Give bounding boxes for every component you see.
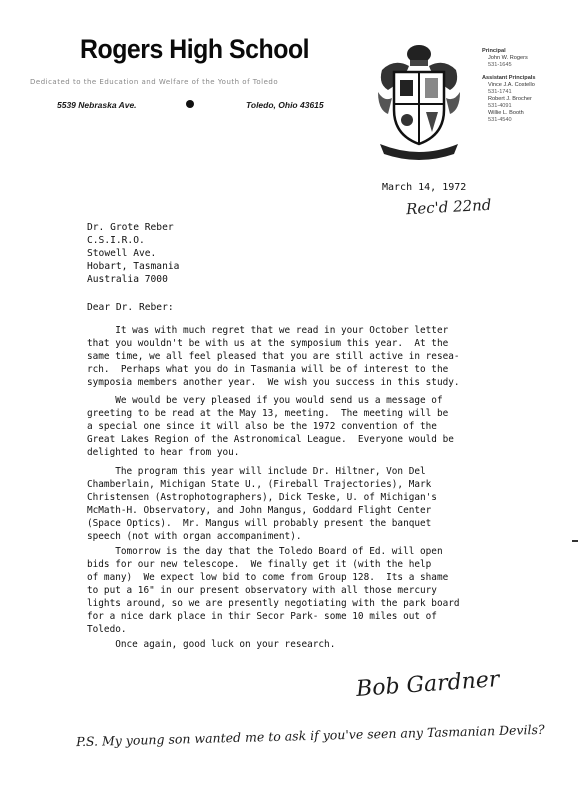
staff-role: Assistant Principals: [482, 75, 536, 81]
school-name: Rogers High School: [80, 34, 310, 64]
paragraph-line: lights around, so we are presently negotiating with the park board: [87, 598, 460, 609]
paragraph-line: Chamberlain, Michigan State U., (Fireball Trajectories), Mark: [87, 479, 432, 490]
paragraph-3: [87, 465, 537, 543]
paragraph-1: [87, 324, 537, 389]
margin-mark: [572, 540, 578, 542]
staff-role: Principal: [482, 48, 506, 54]
paragraph-line: that you wouldn't be with us at the symposium this year. At the: [87, 338, 449, 349]
letter-date: March 14, 1972: [382, 182, 467, 193]
staff-name: Robert J. Brocher: [488, 96, 532, 102]
paragraph-line: The program this year will include Dr. Hiltner, Von Del: [87, 466, 426, 477]
paragraph-4: [87, 545, 537, 636]
paragraph-line: greeting to be read at the May 13, meeting. The meeting will be: [87, 408, 449, 419]
paragraph-line: same time, we all feel pleased that you are still active in resea-: [87, 351, 460, 362]
staff-phone: 531-4091: [488, 103, 512, 109]
paragraph-2: [87, 394, 537, 459]
paragraph-line: Great Lakes Region of the Astronomical League. Everyone would be: [87, 434, 454, 445]
city-address: Toledo, Ohio 43615: [246, 100, 324, 110]
paragraph-line: bids for our new telescope. We finally get it (with the help: [87, 559, 432, 570]
paragraph-line: of many) We expect low bid to come from Group 128. Its a shame: [87, 572, 449, 583]
address-separator-dot: [186, 100, 194, 108]
address-line: C.S.I.R.O.: [87, 235, 145, 246]
salutation: Dear Dr. Reber:: [87, 302, 174, 313]
paragraph-line: McMath-H. Observatory, and John Mangus, Goddard Flight Center: [87, 505, 432, 516]
staff-phone: 531-1741: [488, 89, 512, 95]
paragraph-line: symposia members another year. We wish you success in this study.: [87, 377, 460, 388]
staff-name: Vince J.A. Costello: [488, 82, 535, 88]
paragraph-line: Christensen (Astrophotographers), Dick Teske, U. of Michigan's: [87, 492, 437, 503]
paragraph-line: (Space Optics). Mr. Mangus will probably present the banquet: [87, 518, 432, 529]
school-crest-icon: [374, 40, 464, 162]
staff-name: Willie L. Booth: [488, 110, 524, 116]
paragraph-line: for a nice dark place in thir Secor Park- some 10 miles out of: [87, 611, 437, 622]
address-line: Dr. Grote Reber: [87, 222, 174, 233]
paragraph-line: Once again, good luck on your research.: [87, 639, 336, 650]
address-line: Australia 7000: [87, 274, 168, 285]
staff-phone: 531-1645: [488, 62, 512, 68]
paragraph-line: to put a 16" in our present observatory with all those mercury: [87, 585, 437, 596]
address-line: Stowell Ave.: [87, 248, 157, 259]
school-motto: Dedicated to the Education and Welfare of the Youth of Toledo: [30, 78, 279, 86]
paragraph-line: speech (not with organ accompaniment).: [87, 531, 302, 542]
paragraph-line: Toledo.: [87, 624, 127, 635]
street-address: 5539 Nebraska Ave.: [57, 100, 137, 110]
recipient-address: [87, 221, 179, 286]
address-line: Hobart, Tasmania: [87, 261, 180, 272]
staff-name: John W. Rogers: [488, 55, 528, 61]
postscript: P.S. My young son wanted me to ask if you've seen any Tasmanian Devils?: [75, 721, 545, 750]
paragraph-5: [87, 638, 537, 651]
paragraph-line: Tomorrow is the day that the Toledo Board of Ed. will open: [87, 546, 443, 557]
received-annotation: Rec'd 22nd: [405, 195, 492, 219]
staff-directory: [482, 48, 578, 124]
paragraph-line: rch. Perhaps what you do in Tasmania will be of interest to the: [87, 364, 449, 375]
paragraph-line: It was with much regret that we read in your October letter: [87, 325, 449, 336]
paragraph-line: a special one since it will also be the 1972 convention of the: [87, 421, 437, 432]
paragraph-line: We would be very pleased if you would send us a message of: [87, 395, 443, 406]
staff-phone: 531-4540: [488, 117, 512, 123]
signature: Bob Gardner: [355, 667, 501, 702]
paragraph-line: delighted to hear from you.: [87, 447, 240, 458]
